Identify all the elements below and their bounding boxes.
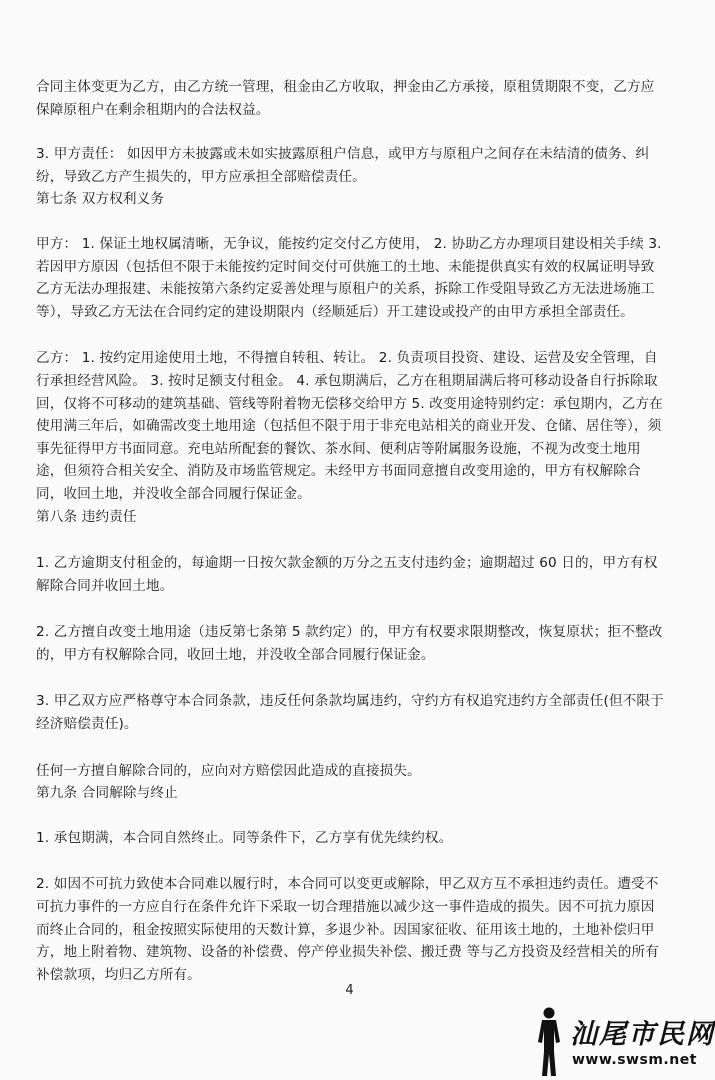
paragraph-breach-liability: 3. 甲乙双方应严格尊守本合同条款，违反任何条款均属违约，守约方有权追究违约方全部责任(但不限于经济赔偿责任)。 bbox=[36, 693, 664, 733]
person-silhouette-icon bbox=[532, 1006, 566, 1078]
section-heading-article-8: 第八条 违约责任 bbox=[36, 508, 137, 525]
paragraph-late-payment: 1. 乙方逾期支付租金的，每逾期一日按欠款金额的万分之五支付违约金；逾期超过 60 日的，甲方有权解除合同并收回土地。 bbox=[36, 555, 658, 594]
paragraph-party-a-duties: 甲方： 1. 保证土地权属清晰，无争议，能按约定交付乙方使用， 2. 协助乙方办理项目建设相关手续 3.若因甲方原因（包括但不限于未能按约定时间交付可供施工的土地、未能提供真实有效的权属证明导致乙方无法办理报建、未能按第六条约定妥善处理与原租户的关系，拆除工作受阻导致乙方无法进场施工等），导致乙方无法在合同约定的建设期限内（经顺延后）开工建设或投产的由甲方承担全部责任。 bbox=[36, 235, 662, 320]
paragraph-force-majeure: 2. 如因不可抗力致使本合同难以履行时，本合同可以变更或解除，甲乙双方互不承担违约责任。遭受不可抗力事件的一方应自行在条件允许下采取一切合理措施以减少这一事件造成的损失。因不可抗力原因而终止合同的，租金按照实际使用的天数计算，多退少补。因国家征收、征用该土地的，土地补偿归甲方，地上附着物、建筑物、设备的补偿费、停产停业损失补偿、搬迁费 等与乙方投资及经营相关的所有补偿款项，均归乙方所有。 bbox=[36, 876, 659, 983]
page-number: 4 bbox=[345, 983, 354, 998]
watermark bbox=[528, 1012, 715, 1080]
paragraph-unilateral-termination: 任何一方擅自解除合同的，应向对方赔偿因此造成的直接损失。 bbox=[36, 762, 421, 779]
watermark-url: www.swsm.net bbox=[572, 1052, 697, 1068]
document-body bbox=[36, 76, 664, 986]
paragraph-party-b-duties: 乙方： 1. 按约定用途使用土地，不得擅自转租、转让。 2. 负责项目投资、建设、运营及安全管理，自行承担经营风险。 3. 按时足额支付租金。 4. 承包期满后，乙方在租期届满后将可移动设备自行拆除取回，仅将不可移动的建筑基础、管线等附着物无偿移交给甲方 5. 改变用途特别约定：承包期内，乙方在使用满三年后，如确需改变土地用途（包括但不限于用于非充电站相关的商业开发、仓储、居住等），须事先征得甲方书面同意。充电站所配套的餐饮、茶水间、便利店等附属服务设施，不视为改变土地用途，但须符合相关安全、消防及市场监管规定。未经甲方书面同意擅自改变用途的，甲方有权解除合同，收回土地，并没收全部合同履行保证金。 bbox=[36, 350, 663, 502]
paragraph-party-a-liability: 3. 甲方责任： 如因甲方未披露或未如实披露原租户信息，或甲方与原租户之间存在未结清的债务、纠纷，导致乙方产生损失的，甲方应承担全部赔偿责任。 bbox=[36, 146, 650, 185]
section-heading-article-9: 第九条 合同解除与终止 bbox=[36, 785, 178, 802]
section-heading-article-7: 第七条 双方权利义务 bbox=[36, 191, 165, 208]
paragraph-ownership-transfer: 合同主体变更为乙方，由乙方统一管理，租金由乙方收取，押金由乙方承接，原租赁期限不变，乙方应保障原租户在剩余租期内的合法权益。 bbox=[36, 79, 655, 118]
paragraph-term-expiry: 1. 承包期满，本合同自然终止。同等条件下，乙方享有优先续约权。 bbox=[36, 829, 453, 846]
watermark-title: 汕尾市民网 bbox=[570, 1019, 715, 1050]
paragraph-change-of-use: 2. 乙方擅自改变土地用途（违反第七条第 5 款约定）的，甲方有权要求限期整改，恢复原状；拒不整改的，甲方有权解除合同，收回土地，并没收全部合同履行保证金。 bbox=[36, 624, 663, 663]
